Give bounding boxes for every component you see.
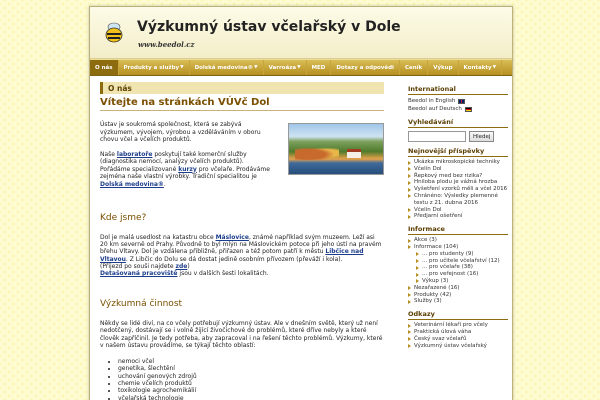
text: ... pro učitele včelařství (12)	[422, 257, 500, 264]
kurzy-link[interactable]: kurzy	[178, 165, 197, 173]
medovina-link[interactable]: Dolská medovina®	[100, 180, 164, 188]
text: Výkup (3)	[422, 277, 449, 284]
search-form	[408, 131, 508, 142]
arrow-bullet-icon	[408, 194, 411, 198]
chevron-down-icon: ▼	[254, 65, 258, 70]
categories-block	[408, 225, 508, 305]
category-link[interactable]	[408, 244, 508, 251]
recent-posts-list	[408, 159, 508, 220]
nav-item-medovina[interactable]	[190, 60, 264, 75]
text: Beedol in English	[408, 98, 456, 104]
subcategory-link[interactable]	[408, 271, 508, 278]
arrow-bullet-icon	[416, 279, 419, 283]
site-header	[90, 7, 512, 59]
english-link[interactable]	[408, 97, 508, 105]
text: Výzkumný ústav včelařský	[414, 342, 487, 349]
sidebar-heading: Nejnovější příspěvky	[408, 147, 508, 157]
german-flag-icon	[465, 107, 472, 112]
arrow-bullet-icon	[408, 286, 411, 290]
text: .	[163, 180, 166, 188]
subcategory-link[interactable]	[408, 251, 508, 258]
search-input[interactable]	[408, 131, 466, 142]
photo-house	[347, 149, 361, 158]
nav-item-kontakty[interactable]	[459, 60, 503, 75]
arrow-bullet-icon	[416, 259, 419, 263]
text: Řepkový med bez rizika?	[414, 172, 483, 179]
international-block	[408, 85, 508, 113]
recent-post-link[interactable]	[408, 186, 508, 193]
nav-item-varroaza[interactable]	[264, 60, 307, 75]
recent-post-link[interactable]	[408, 213, 508, 220]
chevron-down-icon: ▼	[492, 65, 497, 70]
recent-post-link[interactable]	[408, 159, 508, 166]
text: Beedol auf Deutsch	[408, 106, 462, 112]
text: . Z Libčic do Dolu se dá dostat jedině osobním přívozem (převáží i kola).	[125, 255, 343, 263]
recent-posts-block	[408, 147, 508, 220]
arrow-bullet-icon	[408, 174, 411, 178]
links-list	[408, 322, 508, 349]
main-navigation	[90, 59, 512, 76]
page-title-bar: O nás	[100, 82, 384, 94]
external-link[interactable]	[408, 329, 508, 336]
nav-label: O nás	[95, 64, 113, 71]
links-block	[408, 310, 508, 349]
nav-label: Výkup	[433, 64, 453, 71]
german-link[interactable]	[408, 105, 508, 113]
external-link[interactable]	[408, 343, 508, 350]
section-heading-research: Výzkumná činnost	[100, 299, 183, 310]
text: Ukázka mikroskopické techniky	[414, 159, 500, 165]
nav-item-produkty[interactable]	[119, 60, 190, 75]
text: )	[187, 262, 190, 270]
search-button[interactable]: Hledej	[469, 131, 494, 142]
arrow-bullet-icon	[408, 161, 411, 165]
detached-workplaces-link[interactable]: Detašovaná pracoviště	[100, 270, 178, 278]
text: Služby (3)	[414, 298, 442, 305]
list-item: • genetika, šlechtění	[118, 365, 384, 372]
arrow-bullet-icon	[408, 344, 411, 348]
text: ... pro studenty (9)	[422, 250, 474, 257]
libcice-link[interactable]: Libčice nad Vltavou	[100, 248, 364, 263]
laboratore-link[interactable]: laboratoře	[116, 150, 153, 158]
nav-label: Dolská medovina®	[194, 64, 254, 71]
sidebar-heading: Vyhledávání	[408, 118, 508, 128]
text: Naše	[100, 150, 117, 158]
arrow-bullet-icon	[408, 245, 411, 249]
nav-item-o-nas[interactable]	[90, 60, 119, 75]
site-title: Výzkumný ústav včelařský v Dole	[137, 19, 401, 35]
nav-item-dotazy[interactable]	[331, 60, 400, 75]
text: ... pro včelaře (38)	[422, 264, 473, 271]
text: Včelín Dol	[414, 165, 442, 172]
list-item: • chemie včelích produktů	[118, 380, 384, 387]
search-block	[408, 118, 508, 142]
arrow-bullet-icon	[408, 324, 411, 328]
external-link[interactable]	[408, 322, 508, 329]
site-url: www.beedol.cz	[138, 40, 195, 49]
text: Vyšetření vzorků měli a včel 2016	[414, 186, 508, 193]
arrow-bullet-icon	[416, 273, 419, 277]
bee-logo-icon	[104, 21, 124, 43]
list-item: • nemoci včel	[118, 358, 384, 365]
list-item: • uchování genových zdrojů	[118, 373, 384, 380]
photo-trees	[295, 146, 339, 160]
page-container	[89, 6, 513, 400]
sidebar-heading: Odkazy	[408, 310, 508, 320]
text: Nezařazené (16)	[414, 284, 460, 291]
chevron-down-icon: ▼	[180, 65, 184, 70]
page-heading: Vítejte na stránkách VÚVč Dol	[100, 97, 384, 111]
sidebar-heading: International	[408, 85, 508, 95]
text: Včelín Dol	[414, 206, 442, 213]
category-link[interactable]	[408, 237, 508, 244]
categories-list	[408, 237, 508, 305]
maslovice-link[interactable]: Máslovice	[215, 234, 249, 241]
text: Praktická úlová váha	[414, 328, 472, 335]
text: Předjarní ošetření	[414, 213, 463, 220]
arrow-bullet-icon	[408, 167, 411, 171]
text: Chránéno: Výsledky plemenné testu z 21. dubna 2016	[414, 192, 498, 206]
nav-label: Kontakty	[463, 64, 492, 71]
nav-label: MED	[311, 64, 326, 71]
arrow-bullet-icon	[408, 239, 411, 243]
text: Dol je malá usedlost na katastru obce	[100, 234, 216, 241]
arrow-bullet-icon	[408, 181, 411, 185]
text: ... pro veřejnost (16)	[422, 271, 479, 278]
nav-item-cenik[interactable]	[400, 60, 428, 75]
nav-label: Ceník	[404, 64, 423, 71]
nav-label: Varroáza	[268, 64, 297, 71]
sidebar-heading: Informace	[408, 225, 508, 235]
list-item: • včelařská technologie	[118, 395, 384, 400]
intro-paragraph-services	[100, 151, 270, 189]
external-link[interactable]	[408, 336, 508, 343]
recent-post-link[interactable]	[408, 193, 508, 207]
arrow-bullet-icon	[408, 208, 411, 212]
category-link[interactable]	[408, 285, 508, 292]
subcategory-link[interactable]	[408, 278, 508, 285]
nav-label: Produkty a služby	[123, 64, 180, 71]
chevron-down-icon: ▼	[297, 65, 301, 70]
arrow-bullet-icon	[416, 252, 419, 256]
directions-link[interactable]: zde	[175, 262, 188, 270]
nav-label: Dotazy a odpovědi	[336, 64, 394, 71]
arrow-bullet-icon	[416, 266, 419, 270]
arrow-bullet-icon	[408, 215, 411, 219]
text: Produkty (42)	[414, 291, 452, 298]
nav-item-vykup[interactable]	[428, 60, 458, 75]
list-item: • toxikologie agrochemikálií	[118, 387, 384, 394]
category-link[interactable]	[408, 298, 508, 305]
arrow-bullet-icon	[408, 330, 411, 334]
intro-paragraph: Ústav je soukromá společnost, která se zabývá výzkumem, vývojem, výrobou a vzděláváním v oboru chovu včel a včelích produktů.	[100, 121, 261, 143]
section-heading-where: Kde jsme?	[100, 213, 147, 223]
intro-section	[100, 121, 384, 201]
landscape-photo	[288, 123, 384, 175]
arrow-bullet-icon	[408, 300, 411, 304]
arrow-bullet-icon	[408, 293, 411, 297]
text: Hniloba plodu je vážná hrozba	[414, 179, 498, 186]
text: poskytují také komerční služby (diagnostika nemocí, analýzy včelích produktů). Pořádáme specializované	[100, 150, 247, 173]
where-paragraph	[100, 234, 384, 277]
text: Akce (3)	[414, 237, 437, 244]
research-list	[118, 358, 384, 400]
text: Český svaz včelařů	[414, 335, 467, 342]
text: , známé například svým muzeem. Leží asi 20 km severně od Prahy. Původně to byl mlýn na Máslovickém potoce při jeho ústí na pravém břehu Vltavy. Dol je vzdálena přibližně, přiřazen a též potom patří k městu	[100, 234, 382, 256]
text: (Přijezd po souši najdete	[100, 262, 176, 270]
recent-post-link[interactable]	[408, 166, 508, 173]
text: pro včelaře. Prodáváme zejména naše vlastní výrobky. Tradiční specialitou je	[100, 165, 270, 180]
arrow-bullet-icon	[408, 188, 411, 192]
arrow-bullet-icon	[408, 337, 411, 341]
sidebar	[408, 85, 508, 354]
text: Veterinární lékaři pro včely	[414, 322, 488, 329]
text: jsou v dalších šesti lokalitách.	[177, 270, 269, 278]
uk-flag-icon	[458, 99, 465, 104]
text: Informace (104)	[414, 243, 459, 250]
research-paragraph: Někdy se lidé diví, na co včely potřebují výzkumný ústav. Ale v dnešním světě, který už není nedotčený, dostávají se i volně žijící živočichové do problémů, které dříve nebyly a které člověk zapříčinil. Je tedy potřeba, aby zapracoval i na řešení těchto problémů. Výzkumy, které v našem ústavu provádíme, se týkají těchto oblastí:	[100, 320, 383, 349]
nav-item-med[interactable]	[307, 60, 332, 75]
main-content	[100, 82, 384, 400]
